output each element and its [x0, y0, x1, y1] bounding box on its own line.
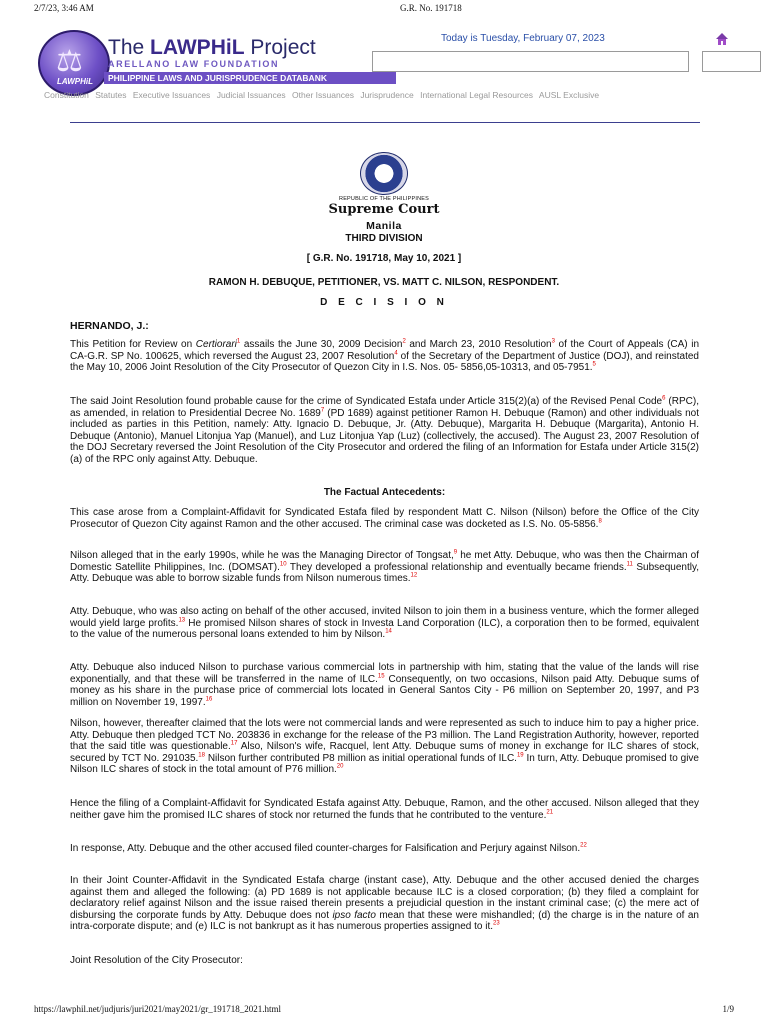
paragraph-5: Atty. Debuque, who was also acting on behalf of the other accused, invited Nilson to join them in a business venture, which the former alleged would yield large profits.$^{13}$ He promised Nilson shares of stock in Investa Land Corporation (ILC), a corporation then to be formed, equivalent to the value of the numerous personal loans extended to him by Nilson.$^{14}$: [70, 606, 699, 641]
division: THIRD DIVISION: [345, 233, 423, 244]
footnote-link[interactable]: 18: [198, 752, 205, 759]
paragraph-11: Joint Resolution of the City Prosecutor:: [70, 955, 243, 966]
print-timestamp: 2/7/23, 3:46 AM: [34, 3, 94, 13]
footnote-link[interactable]: 2: [402, 338, 406, 345]
paragraph-2: The said Joint Resolution found probable cause for the crime of Syndicated Estafa under Article 315(2)(a) of the Revised Penal Code$^6$ (RPC), as amended, in relation to Presidential Decree No. 1689$^7$ (PD 1689) against petitioner Ramon H. Debuque (Ramon) and other individuals not included as parties in this Petition, namely: Atty. Ignacio D. Debuque, Jr. (Atty. Debuque), Margarita H. Debuque (Margarita), Antonio H. Debuque (Antonio), Manuel Litonjua Yap (Manuel), and Luz Litonjua Yap (Luz) (collectively, the accused). The August 23, 2007 Resolution of the DOJ Secretary reversed the Joint Resolution of the City Prosecutor and ordered the filing of an Information for Estafa under Article 315(2)(a) of the RPC only against Atty. Debuque.: [70, 395, 699, 465]
footnote-link[interactable]: 13: [178, 617, 186, 624]
nav-ausl-exclusive[interactable]: AUSL Exclusive: [538, 90, 600, 100]
case-number: [ G.R. No. 191718, May 10, 2021 ]: [306, 253, 462, 264]
court-city: Manila: [366, 220, 402, 232]
page-number: 1/9: [722, 1004, 734, 1014]
republic-label: REPUBLIC OF THE PHILIPPINES: [339, 196, 429, 202]
lawphil-logo[interactable]: [38, 28, 358, 88]
footnote-link[interactable]: 21: [546, 809, 554, 816]
nav-constitution[interactable]: Constitution: [44, 90, 89, 100]
paragraph-9: In response, Atty. Debuque and the other accused filed counter-charges for Falsification and Perjury against Nilson.$^{22}$: [70, 842, 587, 854]
paragraph-4: Nilson alleged that in the early 1990s, while he was the Managing Director of Tongsat,$^9$ he met Atty. Debuque, who was then the Chairman of Domestic Satellite Philippines, Inc. (DOMSAT).$^{10}$ They developed a professional relationship and eventually became friends.$^{11}$ Subsequently, Atty. Debuque was able to borrow sizable funds from Nilson numerous times.$^{12}$: [70, 549, 700, 585]
paragraph-1: This Petition for Review on Certiorari$^1$ assails the June 30, 2009 Decision$^2$ and March 23, 2010 Resolution$^3$ of the Court of Appeals (CA) in CA-G.R. SP No. 100625, which reversed the August 23, 2007 Resolution$^4$ of the Secretary of the Department of Justice (DOJ), and reinstated the May 10, 2006 Joint Resolution of the City Prosecutor of Quezon City in I.S. Nos. 05- 5856,05-10313, and 05-7951.$^5$: [70, 338, 700, 374]
footnote-link[interactable]: 4: [394, 350, 398, 357]
paragraph-8: Hence the filing of a Complaint-Affidavit for Syndicated Estafa against Atty. Debuque, Ramon, and the other accused. Nilson alleged that they neither gave him the promised ILC shares of stock nor returned the funds that he contributed to the venture.$^{21}$: [70, 798, 699, 821]
databank-banner: PHILIPPINE LAWS AND JURISPRUDENCE DATABANK: [104, 72, 396, 84]
footnote-link[interactable]: 22: [580, 842, 587, 849]
paragraph-7: Nilson, however, thereafter claimed that the lots were not commercial lands and were represented as such to induce him to pay a higher price. Atty. Debuque then pledged TCT No. 203836 in exchange for the release of the P3 million. The Land Registration Authority, however, reported that the said title was questionable.$^{17}$ Also, Nilson's wife, Racquel, lent Atty. Debuque sums of money in exchange for ILC shares of stock, secured by TCT No. 291035.18 Nilson further contributed P8 million as initial operational funds of ILC.$^{19}$ In turn, Atty. Debuque promised to give Nilson ILC shares of stock in the total amount of P76 million.$^{20}$: [70, 718, 699, 776]
logo-seal-label: LAWPHiL: [57, 77, 93, 86]
footnote-link[interactable]: 23: [493, 921, 500, 928]
nav-statutes[interactable]: Statutes: [95, 90, 127, 100]
footnote-link[interactable]: 16: [205, 696, 213, 703]
divider: [70, 122, 700, 123]
footnote-link[interactable]: 17: [230, 740, 238, 747]
page-url: https://lawphil.net/judjuris/juri2021/may2021/gr_191718_2021.html: [34, 1004, 281, 1014]
footnote-link[interactable]: 6: [662, 395, 666, 402]
paragraph-3: This case arose from a Complaint-Affidavit for Syndicated Estafa filed by respondent Matt C. Nilson (Nilson) before the Office of the City Prosecutor of Quezon City against Ramon and the other accused. The criminal case was docketed as I.S. No. 05-5856.$^8$: [70, 507, 699, 530]
section-heading: The Factual Antecedents:: [323, 487, 446, 498]
search-input[interactable]: [372, 51, 689, 72]
footnote-link[interactable]: 14: [385, 628, 392, 635]
footnote-link[interactable]: 10: [279, 561, 287, 568]
nav-international-legal-resources[interactable]: International Legal Resources: [420, 90, 534, 100]
home-icon[interactable]: [715, 32, 729, 46]
print-footer: [0, 1004, 768, 1018]
foundation-name: ARELLANO LAW FOUNDATION: [108, 59, 280, 69]
ponente: HERNANDO, J.:: [70, 320, 149, 332]
footnote-link[interactable]: 15: [377, 673, 385, 680]
site-title: The LAWPHiL Project: [108, 36, 316, 59]
footnote-link[interactable]: 7: [320, 407, 325, 414]
footnote-link[interactable]: 5: [592, 361, 596, 368]
decision-heading: D E C I S I O N: [320, 297, 448, 308]
search-button[interactable]: [702, 51, 761, 72]
nav-judicial-issuances[interactable]: Judicial Issuances: [216, 90, 286, 100]
case-parties: RAMON H. DEBUQUE, PETITIONER, VS. MATT C. NILSON, RESPONDENT.: [208, 277, 560, 288]
footnote-link[interactable]: 3: [551, 338, 555, 345]
footnote-link[interactable]: 19: [516, 752, 524, 759]
footnote-link[interactable]: 11: [626, 561, 633, 568]
scales-of-justice-icon: ⚖ LAWPHiL: [38, 30, 110, 96]
nav-other-issuances[interactable]: Other Issuances: [292, 90, 354, 100]
paragraph-6: Atty. Debuque also induced Nilson to purchase various commercial lots in partnership with him, stating that the value of the lands will rise exponentially, and that these will be transferred in the name of ILC.$^{15}$ Consequently, on two occasions, Nilson paid Atty. Debuque sums of money as his share in the purchase price of commercial lots located in General Santos City - P6 million on September 20, 1997, and P3 million on November 19, 1997.16: [70, 662, 699, 708]
footnote-link[interactable]: 1: [236, 338, 241, 345]
footnote-link[interactable]: 12: [410, 572, 418, 579]
nav-executive-issuances[interactable]: Executive Issuances: [132, 90, 211, 100]
main-nav: [44, 90, 744, 100]
court-name: Supreme Court: [328, 202, 440, 217]
today-date: Today is Tuesday, February 07, 2023: [441, 33, 605, 44]
footnote-link[interactable]: 20: [336, 764, 344, 771]
print-title: G.R. No. 191718: [400, 3, 462, 13]
footnote-link[interactable]: 9: [453, 549, 458, 556]
supreme-court-seal-icon: [360, 152, 408, 195]
print-header: [0, 3, 768, 17]
footnote-link[interactable]: 8: [598, 518, 602, 525]
paragraph-10: In their Joint Counter-Affidavit in the Syndicated Estafa charge (instant case), Atty. Debuque and the other accused denied the charges against them and alleged the following: (a) PD 1689 is not applicable because ILC is a closed corporation; (b) they filed a complaint for declaratory relief against Nilson and the issue raised therein presents a prejudicial question in the instant criminal case; (c) the mere act of disbursing the corporate funds by Atty. Debuque does not ipso facto mean that these were mishandled; (d) the charge is in the nature of an intra-corporate dispute; and (e) ILC is not bankrupt as it has numerous properties assigned to it.$^{23}$: [70, 875, 699, 933]
nav-jurisprudence[interactable]: Jurisprudence: [360, 90, 414, 100]
